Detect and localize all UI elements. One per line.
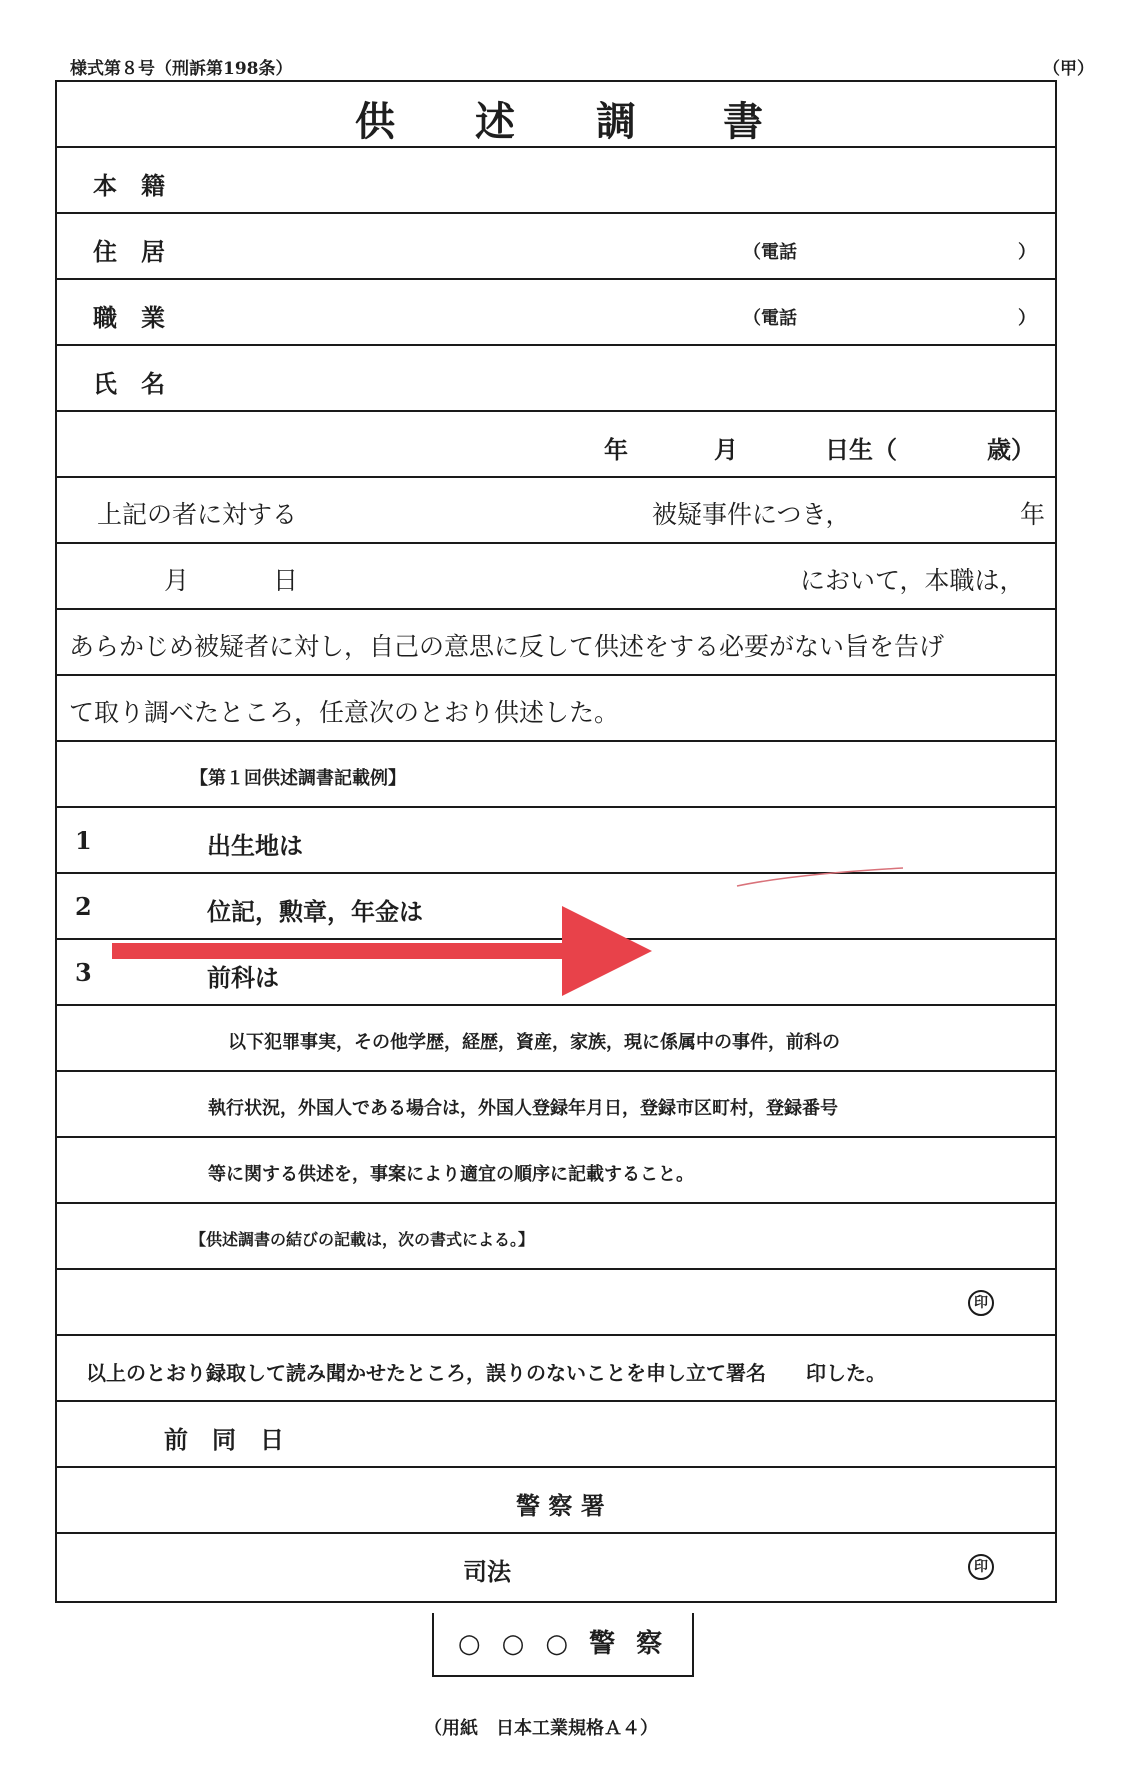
domicile-row [57,148,1055,214]
statement-line-2 [57,544,1055,610]
seal-mark-1 [968,1290,994,1316]
statement-line-1-c: 年 [1020,500,1046,529]
birth-age: 歳） [987,435,1035,464]
police-station-label: 警 察 署 [516,1491,605,1520]
title-char-3: 調 [596,98,636,145]
statement-line-2-a: 月 [164,566,190,595]
statement-line-1 [57,478,1055,544]
item-number-2: 2 [75,892,92,921]
instruction-line-3: 等に関する供述を，事案により適宜の順序に記載すること。 [208,1164,694,1185]
residence-label: 住 居 [93,237,165,266]
occupation-phone-label: （電話 [743,308,797,329]
same-day-row [57,1402,1055,1468]
residence-phone-close: ） [1018,242,1036,263]
item-row-1 [57,808,1055,874]
item-text-1: 出生地は [207,831,303,860]
pen-mark-icon [735,864,905,890]
example-heading: 【第１回供述調書記載例】 [190,768,406,789]
closing-line: 以上のとおり録取して読み聞かせたところ，誤りのないことを申し立て署名 印した。 [86,1361,886,1385]
example-heading-row [57,742,1055,808]
statement-line-3-text: あらかじめ被疑者に対し，自己の意思に反して供述をする必要がない旨を告げ [69,632,945,661]
statement-line-1-b: 被疑事件につき， [652,500,851,529]
form-number: 様式第８号（刑訴第198条） [70,59,293,79]
pen-stroke [737,868,903,886]
seal-icon: 印 [968,1554,994,1580]
police-box: ○ ○ ○ 警 察 [432,1613,694,1677]
seal-icon: 印 [968,1290,994,1316]
item-text-3: 前科は [207,963,279,992]
birth-row [57,412,1055,478]
paper-note: （用紙 日本工業規格Ａ４） [424,1718,658,1739]
occupation-phone-close: ） [1018,308,1036,329]
birth-month: 月 [714,435,738,464]
instruction-row-2 [57,1072,1055,1138]
name-label: 氏 名 [93,369,165,398]
arrow-shaft [112,943,562,959]
instruction-row-1 [57,1006,1055,1072]
statement-line-4 [57,676,1055,742]
item-text-2: 位記，勲章，年金は [207,897,423,926]
statement-line-4-text: て取り調べたところ，任意次のとおり供述した。 [69,698,620,727]
form-variant: （甲） [1043,59,1094,79]
closing-line-row [57,1336,1055,1402]
closing-heading-row [57,1204,1055,1270]
instruction-line-1: 以下犯罪事実，その他学歴，経歴，資産，家族，現に係属中の事件，前科の [228,1032,840,1053]
statement-form [55,80,1057,1603]
occupation-row [57,280,1055,346]
same-day-label: 前 同 日 [164,1425,284,1454]
name-row [57,346,1055,412]
statement-line-2-b: 日 [273,566,299,595]
statement-line-3 [57,610,1055,676]
police-station-row [57,1468,1055,1534]
birth-year: 年 [604,435,628,464]
statement-line-2-c: において，本職は， [800,566,1025,595]
title-row [57,82,1055,148]
title-char-2: 述 [475,98,515,145]
judicial-label: 司法 [463,1557,511,1586]
closing-heading: 【供述調書の結びの記載は，次の書式による。】 [190,1230,535,1249]
statement-line-1-a: 上記の者に対する [97,500,298,529]
arrow-head [562,906,652,996]
occupation-label: 職 業 [93,303,165,332]
item-number-3: 3 [75,958,92,987]
seal-mark-2 [968,1554,994,1580]
birth-day: 日生（ [825,435,897,464]
instruction-line-2: 執行状況，外国人である場合は，外国人登録年月日，登録市区町村，登録番号 [208,1098,838,1119]
seal-row-1 [57,1270,1055,1336]
domicile-label: 本 籍 [93,171,165,200]
title-char-4: 書 [723,98,763,145]
judicial-row [57,1534,1055,1601]
item-number-1: 1 [75,826,92,855]
residence-phone-label: （電話 [743,242,797,263]
residence-row [57,214,1055,280]
title-char-1: 供 [355,98,395,145]
instruction-row-3 [57,1138,1055,1204]
red-arrow-icon [112,906,652,996]
